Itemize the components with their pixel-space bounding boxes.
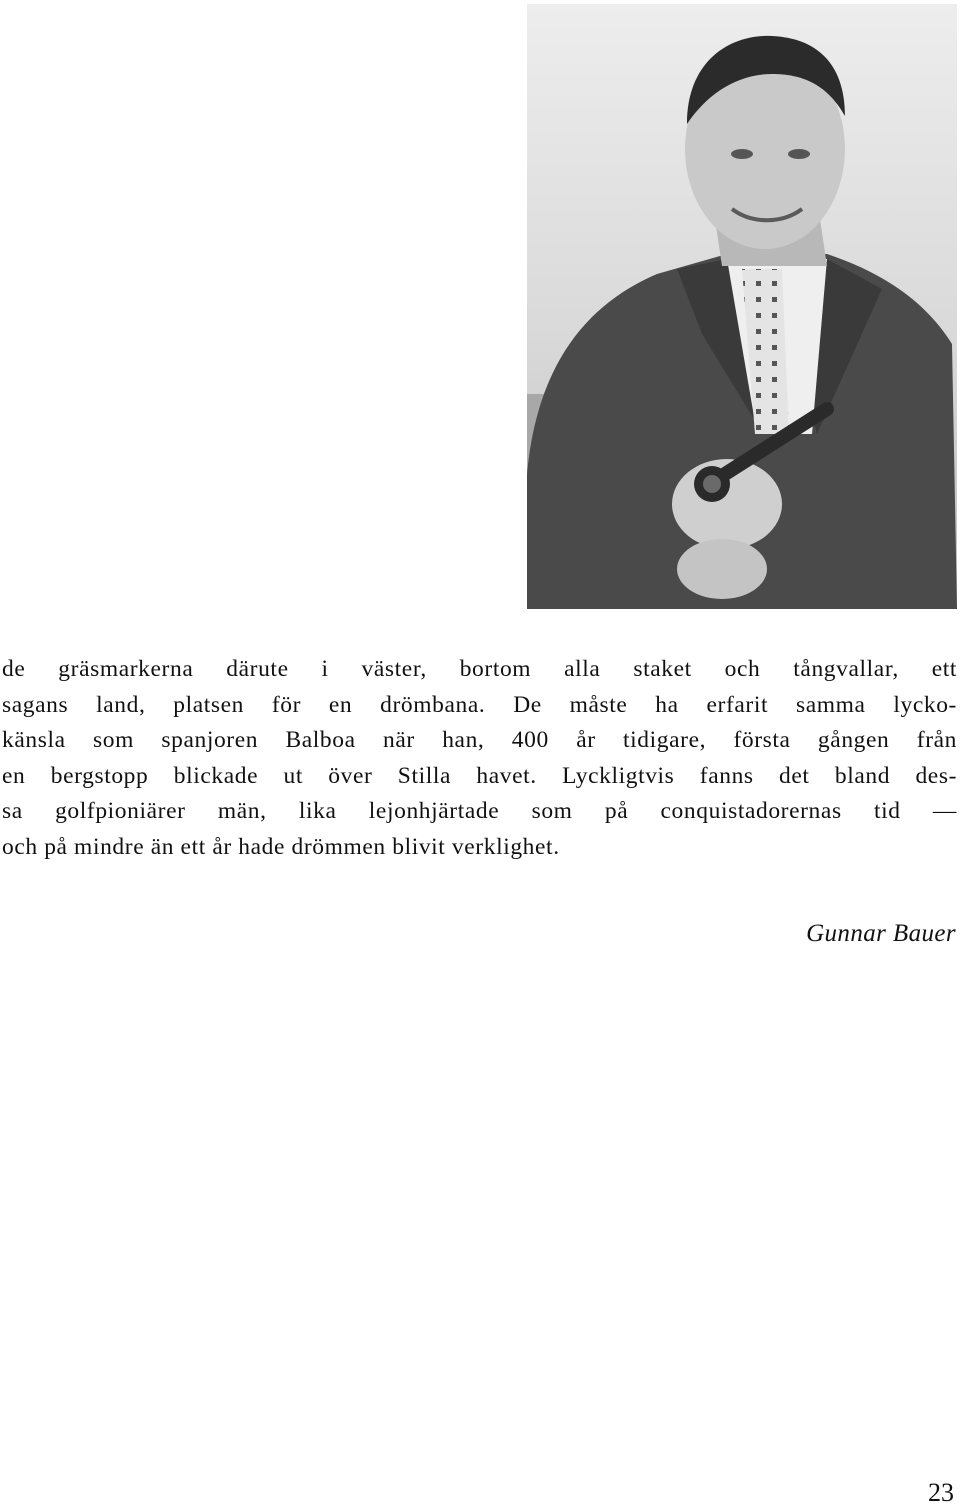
body-paragraph <box>2 652 957 866</box>
paragraph-line: och på mindre än ett år hade drömmen blivit verklighet. <box>2 833 560 860</box>
page-number: 23 <box>928 1478 954 1507</box>
paragraph-line: de gräsmarkerna därute i väster, bortom alla staket och tångvallar, ett <box>2 656 957 682</box>
paragraph-line: känsla som spanjoren Balboa när han, 400 år tidigare, första gången från <box>2 727 957 754</box>
portrait-illustration <box>527 4 957 609</box>
paragraph-line: en bergstopp blickade ut över Stilla havet. Lyckligtvis fanns det bland des- <box>2 762 957 789</box>
paragraph-line: sa golfpioniärer män, lika lejonhjärtade som på conquistadorernas tid — <box>2 798 957 825</box>
portrait-photo <box>527 4 957 609</box>
author-signature: Gunnar Bauer <box>806 920 956 947</box>
paragraph-line: sagans land, platsen för en drömbana. De måste ha erfarit samma lycko- <box>2 691 957 718</box>
